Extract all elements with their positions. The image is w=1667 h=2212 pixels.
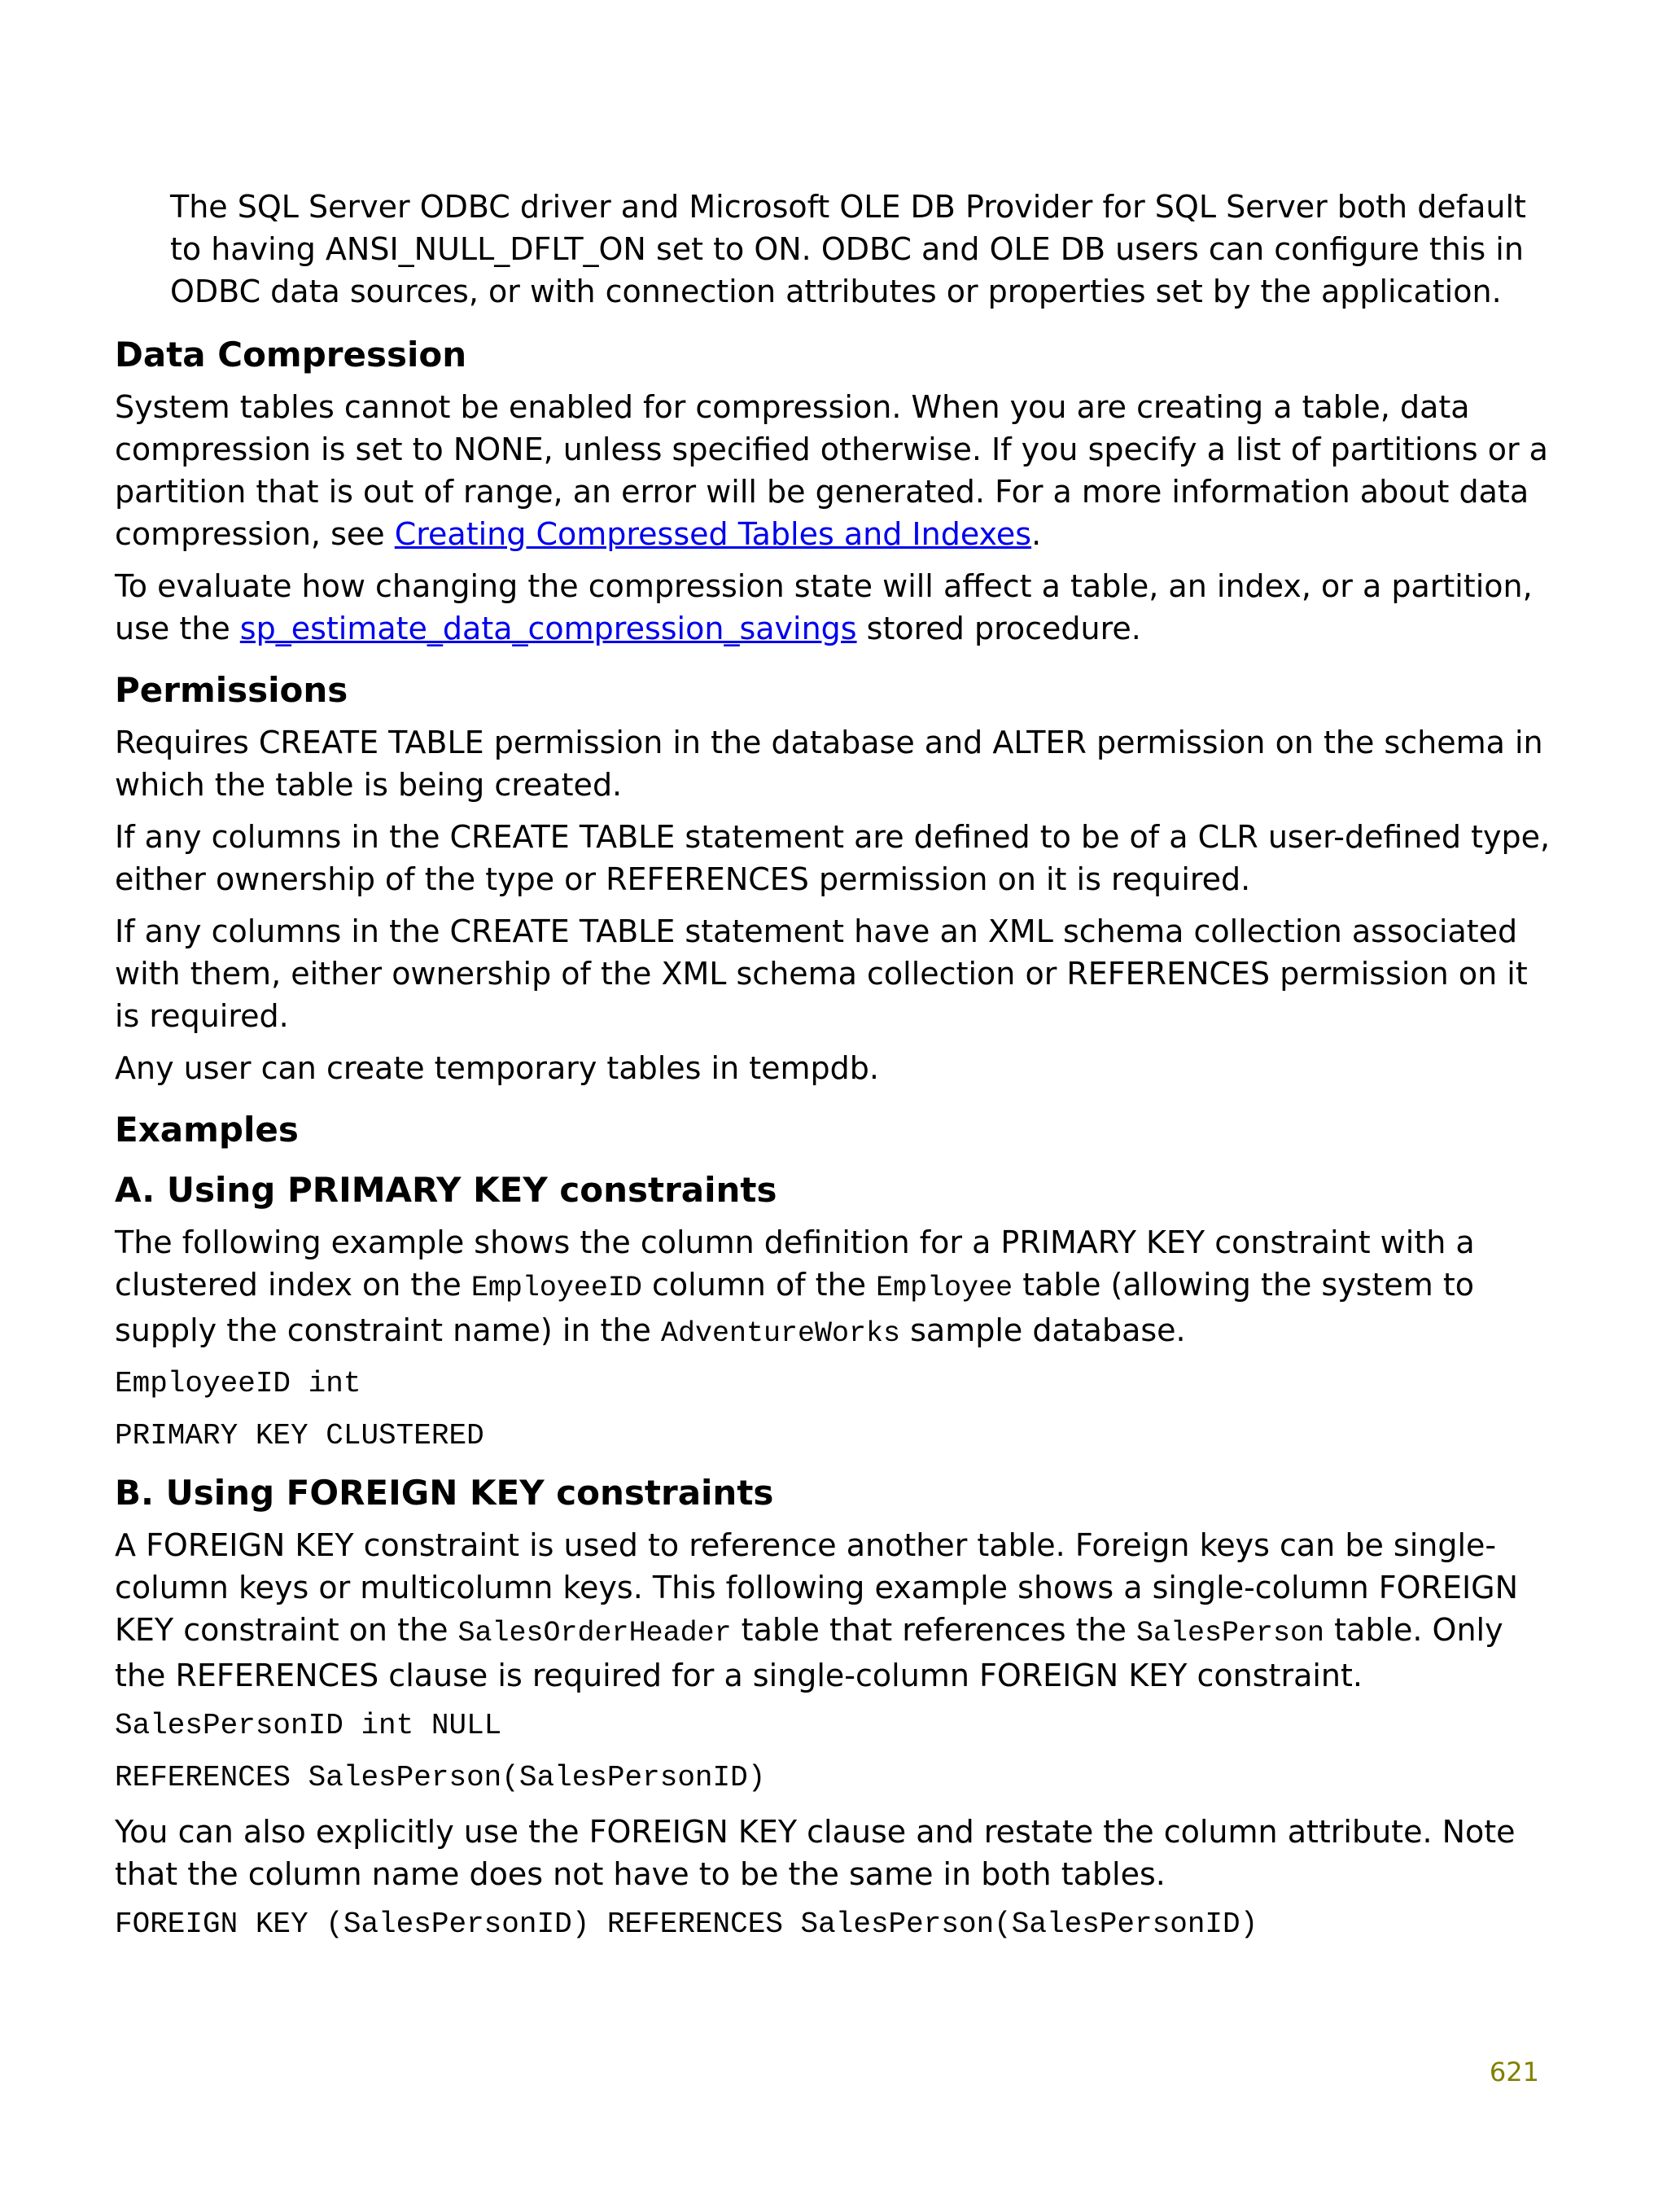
permissions-paragraph-4: Any user can create temporary tables in tempdb. [115, 1050, 879, 1086]
data-compression-heading: Data Compression [115, 335, 467, 375]
code-line: REFERENCES SalesPerson(SalesPersonID) [115, 1761, 766, 1794]
example-b-paragraph-1 [115, 1524, 1555, 1697]
intro-paragraph: The SQL Server ODBC driver and Microsoft OLE DB Provider for SQL Server both default to having ANSI_NULL_DFLT_ON set to ON. ODBC and OLE DB users can configure this in ODBC data sources, or with connection attributes or properties set by the application. [170, 189, 1526, 309]
permissions-paragraph-1: Requires CREATE TABLE permission in the database and ALTER permission on the schema in which the table is being created. [115, 725, 1543, 803]
creating-compressed-tables-link[interactable]: Creating Compressed Tables and Indexes [394, 516, 1032, 552]
data-compression-paragraph-1 [115, 386, 1555, 555]
inline-code: SalesPerson [1136, 1617, 1325, 1649]
text-run: System tables cannot be enabled for compression. When you are creating a table, data compression is set to NONE, unless specified otherwise. If you specify a list of partitions or a partition that is out of range, an error will be generated. For a more information about data compression, see [115, 389, 1548, 552]
page-number: 621 [1489, 2057, 1539, 2087]
example-b-heading: B. Using FOREIGN KEY constraints [115, 1473, 774, 1513]
inline-code: Employee [876, 1272, 1013, 1304]
text-run: table. Only the REFERENCES clause is required for a single-column FOREIGN KEY constraint. [115, 1612, 1503, 1693]
examples-heading: Examples [115, 1110, 299, 1150]
text-run: table that references the [731, 1612, 1137, 1648]
code-line: EmployeeID int [115, 1367, 361, 1400]
example-b-paragraph-2: You can also explicitly use the FOREIGN KEY clause and restate the column attribute. Note that the column name does not have to be the same in both tables. [115, 1814, 1516, 1892]
text-run: table (allowing the system to supply the constraint name) in the [115, 1267, 1475, 1348]
code-line: SalesPersonID int NULL [115, 1709, 502, 1742]
inline-code: SalesOrderHeader [457, 1617, 732, 1649]
text-run: A FOREIGN KEY constraint is used to reference another table. Foreign keys can be single-column keys or multicolumn keys. This following example shows a single-column FOREIGN KEY constraint on the [115, 1527, 1519, 1648]
permissions-paragraph-2: If any columns in the CREATE TABLE statement are defined to be of a CLR user-defined type, either ownership of the type or REFERENCES permission on it is required. [115, 819, 1551, 897]
data-compression-paragraph-2 [115, 565, 1555, 650]
permissions-heading: Permissions [115, 670, 348, 710]
text-run: To evaluate how changing the compression state will affect a table, an index, or a partition, use the [115, 568, 1533, 646]
permissions-paragraph-3: If any columns in the CREATE TABLE statement have an XML schema collection associated with them, either ownership of the XML schema collection or REFERENCES permission on it is required. [115, 913, 1528, 1034]
sp-estimate-data-compression-savings-link[interactable]: sp_estimate_data_compression_savings [239, 611, 857, 646]
text-run: stored procedure. [856, 611, 1141, 646]
text-run: column of the [641, 1267, 877, 1303]
document-page [115, 186, 1555, 1957]
inline-code: AdventureWorks [660, 1317, 901, 1350]
inline-code: EmployeeID [470, 1272, 642, 1304]
text-run: sample database. [900, 1312, 1186, 1348]
code-line: PRIMARY KEY CLUSTERED [115, 1419, 484, 1452]
code-line: FOREIGN KEY (SalesPersonID) REFERENCES SalesPerson(SalesPersonID) [115, 1908, 1258, 1941]
text-run: . [1031, 516, 1042, 552]
example-a-paragraph [115, 1221, 1555, 1355]
example-a-heading: A. Using PRIMARY KEY constraints [115, 1170, 777, 1210]
text-run: The following example shows the column definition for a PRIMARY KEY constraint with a clustered index on the [115, 1224, 1475, 1303]
